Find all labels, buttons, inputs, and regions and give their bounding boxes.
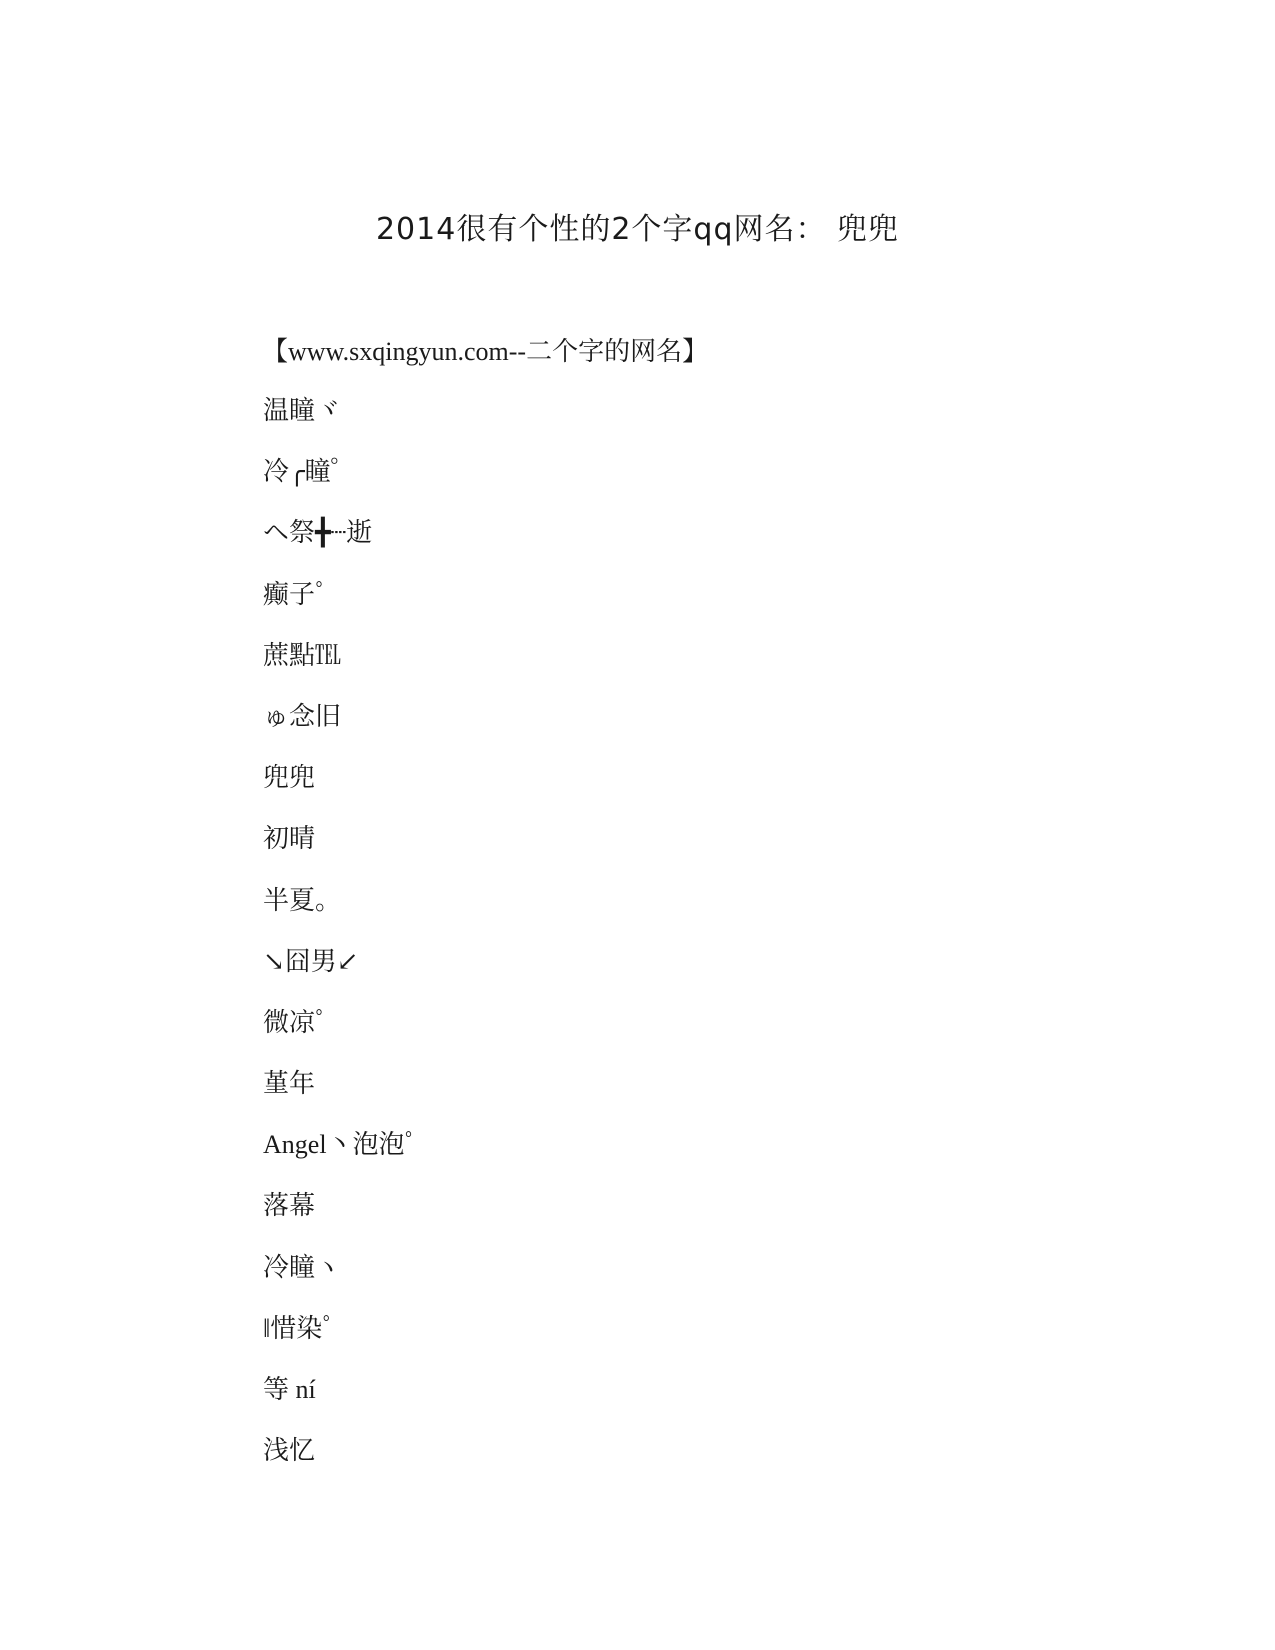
list-item: 兜兜: [263, 763, 316, 793]
list-item: Angel丶泡泡ﾟ: [263, 1130, 418, 1160]
list-item: 浅忆: [263, 1436, 316, 1466]
page-title: 2014很有个性的2个字qq网名： 兜兜: [375, 212, 900, 247]
list-item: 蔗點℡: [263, 640, 342, 670]
list-item: 冷╭瞳゜: [263, 457, 357, 487]
list-item: 癫子ﾟ: [263, 579, 329, 609]
nickname-list: [263, 393, 418, 1494]
list-item: 半夏。: [263, 885, 342, 915]
list-item: ↘囧男↙: [263, 946, 359, 976]
list-item: ‖惜染ﾟ: [263, 1313, 336, 1343]
list-item: 微凉ﾟ: [263, 1007, 329, 1037]
list-item: 堇年: [263, 1069, 316, 1099]
list-item: 冷瞳ヽ: [263, 1252, 342, 1282]
list-item: 落幕: [263, 1191, 316, 1221]
source-line: 【www.sxqingyun.com--二个字的网名】: [262, 337, 709, 366]
list-item: 初晴: [263, 824, 316, 854]
list-item: ゅ念旧: [263, 701, 342, 731]
list-item: 温瞳ヾ: [263, 396, 342, 425]
list-item: 等 ní: [263, 1375, 316, 1404]
list-item: ヘ祭╋┈逝: [263, 518, 373, 548]
